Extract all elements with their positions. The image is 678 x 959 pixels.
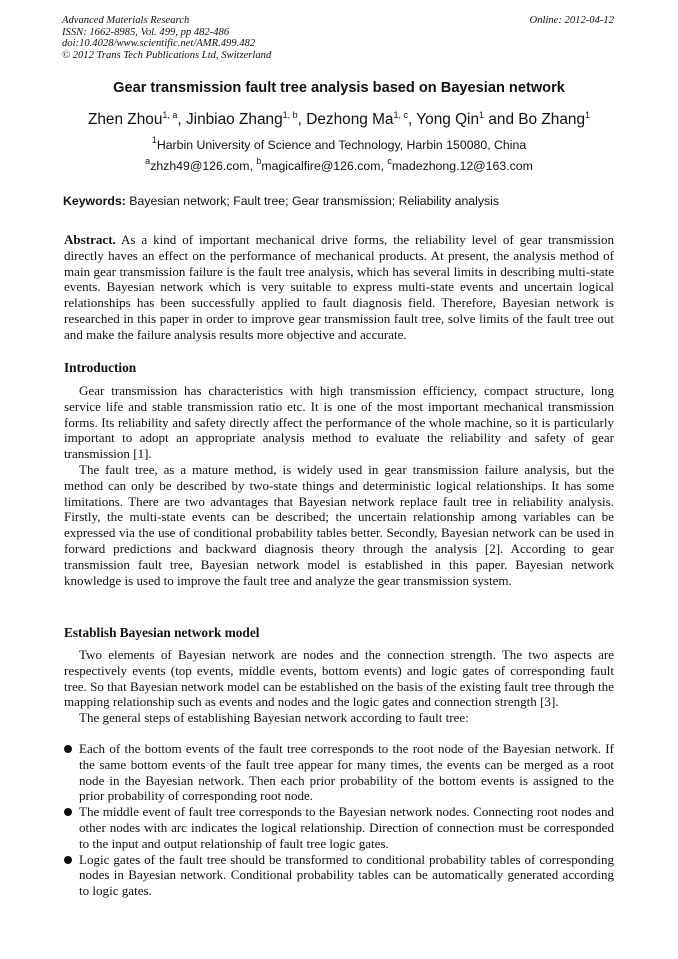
issn-line: ISSN: 1662-8985, Vol. 499, pp 482-486 [62,26,230,38]
author-sup: 1 [479,110,485,120]
online-date: Online: 2012-04-12 [529,15,614,26]
introduction-body [64,383,614,588]
doi-line: doi:10.4028/www.scientific.net/AMR.499.482 [62,38,256,50]
bullet-icon [64,745,72,753]
keywords-text: Bayesian network; Fault tree; Gear transmission; Reliability analysis [129,194,500,208]
list-item [64,852,614,899]
paragraph: Gear transmission has characteristics with high transmission efficiency, compact structure, long service life and stable transmission ratio etc. It is one of the most important mechanical transmission forms. Its reliability and safety directly affect the performance of the whole machine, so it is particularly important to adopt an appropriate analysis method to evaluate the reliability and safety of gear transmission [1]. [64,383,614,462]
author-name: Yong Qin [416,111,480,128]
paper-title: Gear transmission fault tree analysis based on Bayesian network [113,80,565,96]
journal-name: Advanced Materials Research [62,15,190,26]
author-name: Jinbiao Zhang [185,111,283,128]
bullet-icon [64,856,72,864]
keywords-label: Keywords: [63,194,126,208]
author-list [0,111,678,129]
paragraph: Two elements of Bayesian network are nodes and the connection strength. The two aspects are respectively events (top events, middle events, bottom events) and logic gates of corresponding fault tree. So that Bayesian network model can be established on the basis of the existing fault tree through the mapping relationship such as events and nodes and the logic gates and connection strength [3]. [64,647,614,710]
author-separator: , [408,111,417,128]
keywords [63,194,623,208]
steps-list [64,741,614,899]
email-sup: c [387,156,392,166]
author-name: Bo Zhang [518,111,586,128]
paragraph: The fault tree, as a mature method, is widely used in gear transmission failure analysis, but the method can only be described by two-state things and deterministic logical relationships. It has some limitations. There are two advantages that Bayesian network replace fault tree in reliability analysis. Firstly, the multi-state events can be described; the uncertain relationship among variables can be expressed via the use of conditional probability tables better. Secondly, Bayesian network can be used in forward predictions and backward diagnosis theory through the analysis [2]. According to gear transmission fault tree, Bayesian network model is established in this paper. Bayesian network knowledge is used to improve the fault tree and analyze the gear transmission system. [64,461,614,588]
email-sup: a [145,156,151,166]
affiliation-text: Harbin University of Science and Technology, Harbin 150080, China [156,138,527,152]
copyright-line: © 2012 Trans Tech Publications Ltd, Switzerland [62,49,272,61]
author-sup: 1 [585,110,591,120]
list-item-text: Each of the bottom events of the fault tree corresponds to the root node of the Bayesian network. If the same bottom events of the fault tree appear for many times, the events can be merged as a root node in the Bayesian network. Then each prior probability of the bottom events is assigned to the prior probability of corresponding root node. [79,741,614,804]
author-and: and [484,111,519,128]
list-item-text: The middle event of fault tree corresponds to the Bayesian network nodes. Connecting root nodes and other nodes with arc indicates the logical relationship. Direction of connection must be corresponded to the input and output relationship of fault tree logic gates. [79,804,614,851]
bullet-icon [64,808,72,816]
author-separator: , [297,111,307,128]
author-sup: 1, a [162,110,178,120]
email-line: $^a$zhzh49@126.com, $^b$magicalfire@126.com, $^c$madezhong.12@163.com [145,156,533,173]
paragraph: The general steps of establishing Bayesian network according to fault tree: [79,710,469,726]
email-sup: b [256,156,262,166]
author-sup: 1, c [393,110,408,120]
model-section-body [64,647,614,726]
email-address: zhzh49@126.com [150,159,250,173]
page-header [62,15,614,61]
abstract [64,232,614,343]
author-name: Dezhong Ma [306,111,394,128]
model-section-heading: Establish Bayesian network model [64,625,260,640]
abstract-label: Abstract. [64,232,116,247]
affiliation-sup: 1 [151,135,157,145]
list-item [64,741,614,804]
affiliation [0,135,678,152]
introduction-heading: Introduction [64,360,137,375]
list-item-text: Logic gates of the fault tree should be transformed to conditional probability tables of corresponding nodes in Bayesian network. Conditional probability tables can be automatically generated according to logic gates. [79,851,614,899]
author-separator: , [177,111,186,128]
author-sup: 1, b [282,110,298,120]
list-item [64,804,614,851]
email-address: madezhong.12@163.com [391,159,533,173]
abstract-text: As a kind of important mechanical drive forms, the reliability level of gear transmission directly haves an effect on the performance of mechanical products. At present, the analysis method of main gear transmission failure is the fault tree analysis, which has several limits in describing multi-state events. Bayesian network which is very suitable to express multi-state events and uncertain logical relationships has been successfully applied to fault diagnosis field. Therefore, Bayesian network is researched in this paper in order to improve gear transmission fault tree, solve limits of the fault tree out and make the failure analysis results more objective and accurate. [64,232,614,342]
author-name: Zhen Zhou [87,111,163,128]
email-address: magicalfire@126.com [261,159,381,173]
